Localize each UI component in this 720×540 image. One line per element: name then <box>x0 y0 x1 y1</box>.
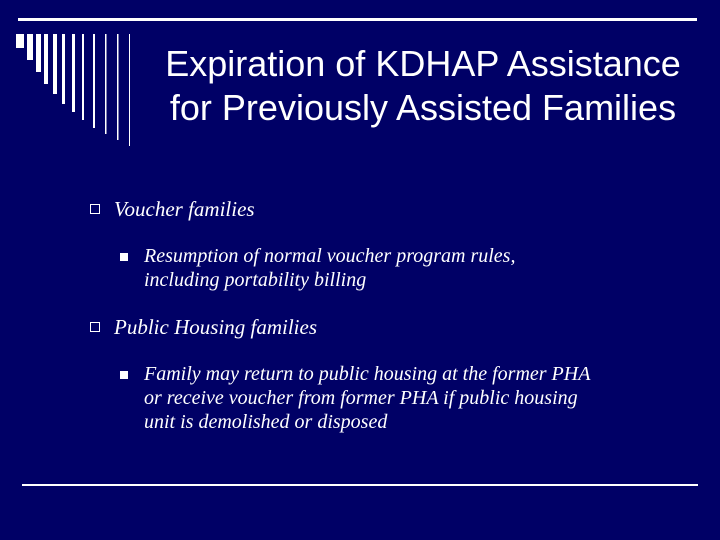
sub-bullet-line: Family may return to public housing at the former PHA <box>144 363 591 385</box>
sub-bullet-line: or receive voucher from former PHA if public housing <box>144 387 578 409</box>
hollow-square-bullet-icon <box>90 204 100 214</box>
filled-square-bullet-icon <box>120 253 128 261</box>
bullet-label: Public Housing families <box>114 315 317 339</box>
title-line-1: Expiration of KDHAP Assistance <box>165 43 681 84</box>
sub-bullet-line: including portability billing <box>144 269 367 291</box>
sub-bullet-text <box>144 362 590 434</box>
sub-bullet-text <box>144 244 515 292</box>
hollow-square-bullet-icon <box>90 322 100 332</box>
filled-square-bullet-icon <box>120 371 128 379</box>
sub-bullet-line: Resumption of normal voucher program rules, <box>144 245 516 267</box>
sub-bullet-line: unit is demolished or disposed <box>144 411 388 433</box>
bottom-divider <box>22 484 698 486</box>
title-line-2: for Previously Assisted Families <box>169 87 677 128</box>
bullet-label: Voucher families <box>114 197 255 221</box>
